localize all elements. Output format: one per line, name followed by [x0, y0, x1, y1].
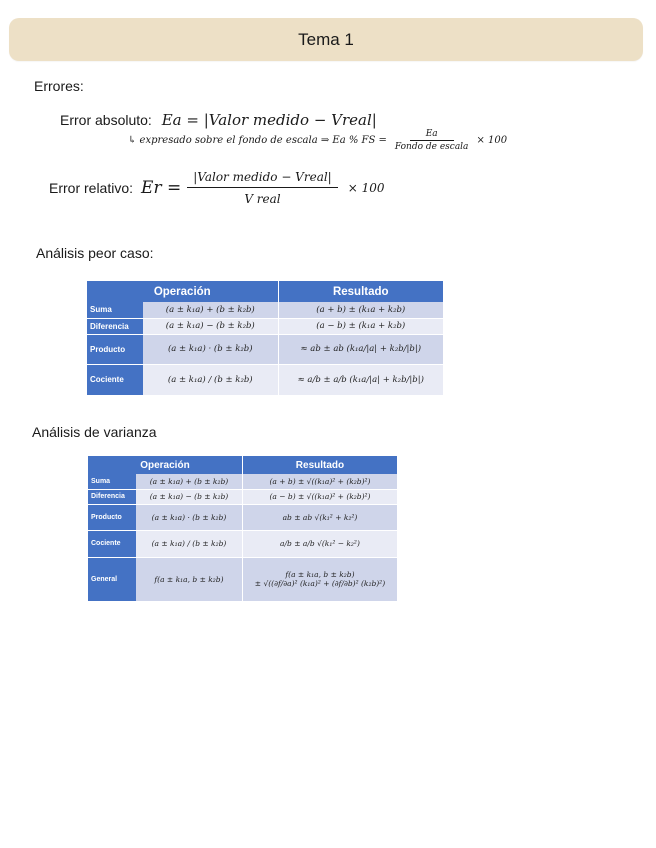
row-resultado: (a + b) ± (k₁a + k₂b): [278, 302, 443, 318]
error-absoluto-formula: Ea = |Valor medido − Vreal|: [161, 111, 377, 129]
error-relativo-fraction: [187, 170, 338, 206]
error-relativo-den: V real: [244, 192, 281, 206]
peor-caso-heading: Análisis peor caso:: [36, 245, 154, 261]
row-label: Diferencia: [88, 489, 136, 504]
table-row: [88, 504, 398, 530]
header-resultado: Resultado: [278, 281, 443, 302]
errores-heading: Errores:: [34, 78, 84, 94]
row-label: Cociente: [88, 530, 136, 557]
varianza-heading: Análisis de varianza: [32, 424, 157, 440]
row-operacion: (a ± k₁a) · (b ± k₂b): [136, 504, 242, 530]
row-resultado: (a − b) ± (k₁a + k₂b): [278, 318, 443, 334]
peor-caso-table: [87, 281, 444, 396]
row-resultado: ≈ a/b ± a/b (k₁a/|a| + k₂b/|b|): [278, 364, 443, 395]
row-resultado: ab ± ab √(k₁² + k₂²): [242, 504, 397, 530]
row-resultado: ≈ ab ± ab (k₁a/|a| + k₂b/|b|): [278, 334, 443, 364]
error-relativo-mult: × 100: [347, 181, 385, 195]
row-resultado: a/b ± a/b √(k₁² − k₂²): [242, 530, 397, 557]
header-resultado: Resultado: [242, 456, 397, 474]
header-operacion: Operación: [87, 281, 278, 302]
fondo-escala-note: ↳ expresado sobre el fondo de escala ⇒ Ea % FS =: [128, 135, 387, 146]
header-operacion: Operación: [88, 456, 242, 474]
error-absoluto-line: [60, 111, 377, 129]
row-resultado: (a − b) ± √((k₁a)² + (k₂b)²): [242, 489, 397, 504]
row-label: Suma: [87, 302, 143, 318]
table-row: [88, 489, 398, 504]
row-resultado: (a + b) ± √((k₁a)² + (k₂b)²): [242, 474, 397, 489]
fondo-escala-line: [128, 129, 507, 152]
row-resultado-line2: ± √((∂f/∂a)² (k₁a)² + (∂f/∂b)² (k₂b)²): [254, 579, 386, 588]
row-operacion: f(a ± k₁a, b ± k₂b): [136, 557, 242, 601]
row-label: Producto: [88, 504, 136, 530]
row-operacion: (a ± k₁a) − (b ± k₂b): [136, 489, 242, 504]
fondo-escala-fraction: [391, 129, 473, 152]
table-row: [87, 334, 444, 364]
table-row: [87, 364, 444, 395]
row-label: Suma: [88, 474, 136, 489]
error-relativo-line: [49, 170, 385, 206]
row-operacion: (a ± k₁a) + (b ± k₂b): [136, 474, 242, 489]
row-operacion: (a ± k₁a) − (b ± k₂b): [143, 318, 278, 334]
row-label: Cociente: [87, 364, 143, 395]
row-operacion: (a ± k₁a) · (b ± k₂b): [143, 334, 278, 364]
error-relativo-label: Error relativo:: [49, 180, 134, 196]
fondo-escala-mult: × 100: [476, 135, 508, 146]
row-label: Producto: [87, 334, 143, 364]
title-bar: [9, 18, 643, 61]
row-resultado-general: [242, 557, 397, 601]
error-relativo-num: |Valor medido − Vreal|: [187, 170, 338, 188]
row-operacion: (a ± k₁a) + (b ± k₂b): [143, 302, 278, 318]
row-resultado-line1: f(a ± k₁a, b ± k₂b): [285, 570, 355, 579]
table-row: [88, 557, 398, 601]
table-header-row: [88, 456, 398, 474]
varianza-table: [88, 456, 398, 602]
row-operacion: (a ± k₁a) / (b ± k₂b): [136, 530, 242, 557]
table-header-row: [87, 281, 444, 302]
table-row: [87, 302, 444, 318]
table-row: [88, 474, 398, 489]
fondo-escala-den: Fondo de escala: [394, 142, 469, 152]
row-label: Diferencia: [87, 318, 143, 334]
error-relativo-lhs: Er =: [141, 178, 182, 198]
row-label: General: [88, 557, 136, 601]
table-row: [87, 318, 444, 334]
table-row: [88, 530, 398, 557]
row-operacion: (a ± k₁a) / (b ± k₂b): [143, 364, 278, 395]
page-title: Tema 1: [298, 29, 354, 49]
error-absoluto-label: Error absoluto:: [60, 112, 152, 128]
fondo-escala-num: Ea: [410, 129, 454, 141]
